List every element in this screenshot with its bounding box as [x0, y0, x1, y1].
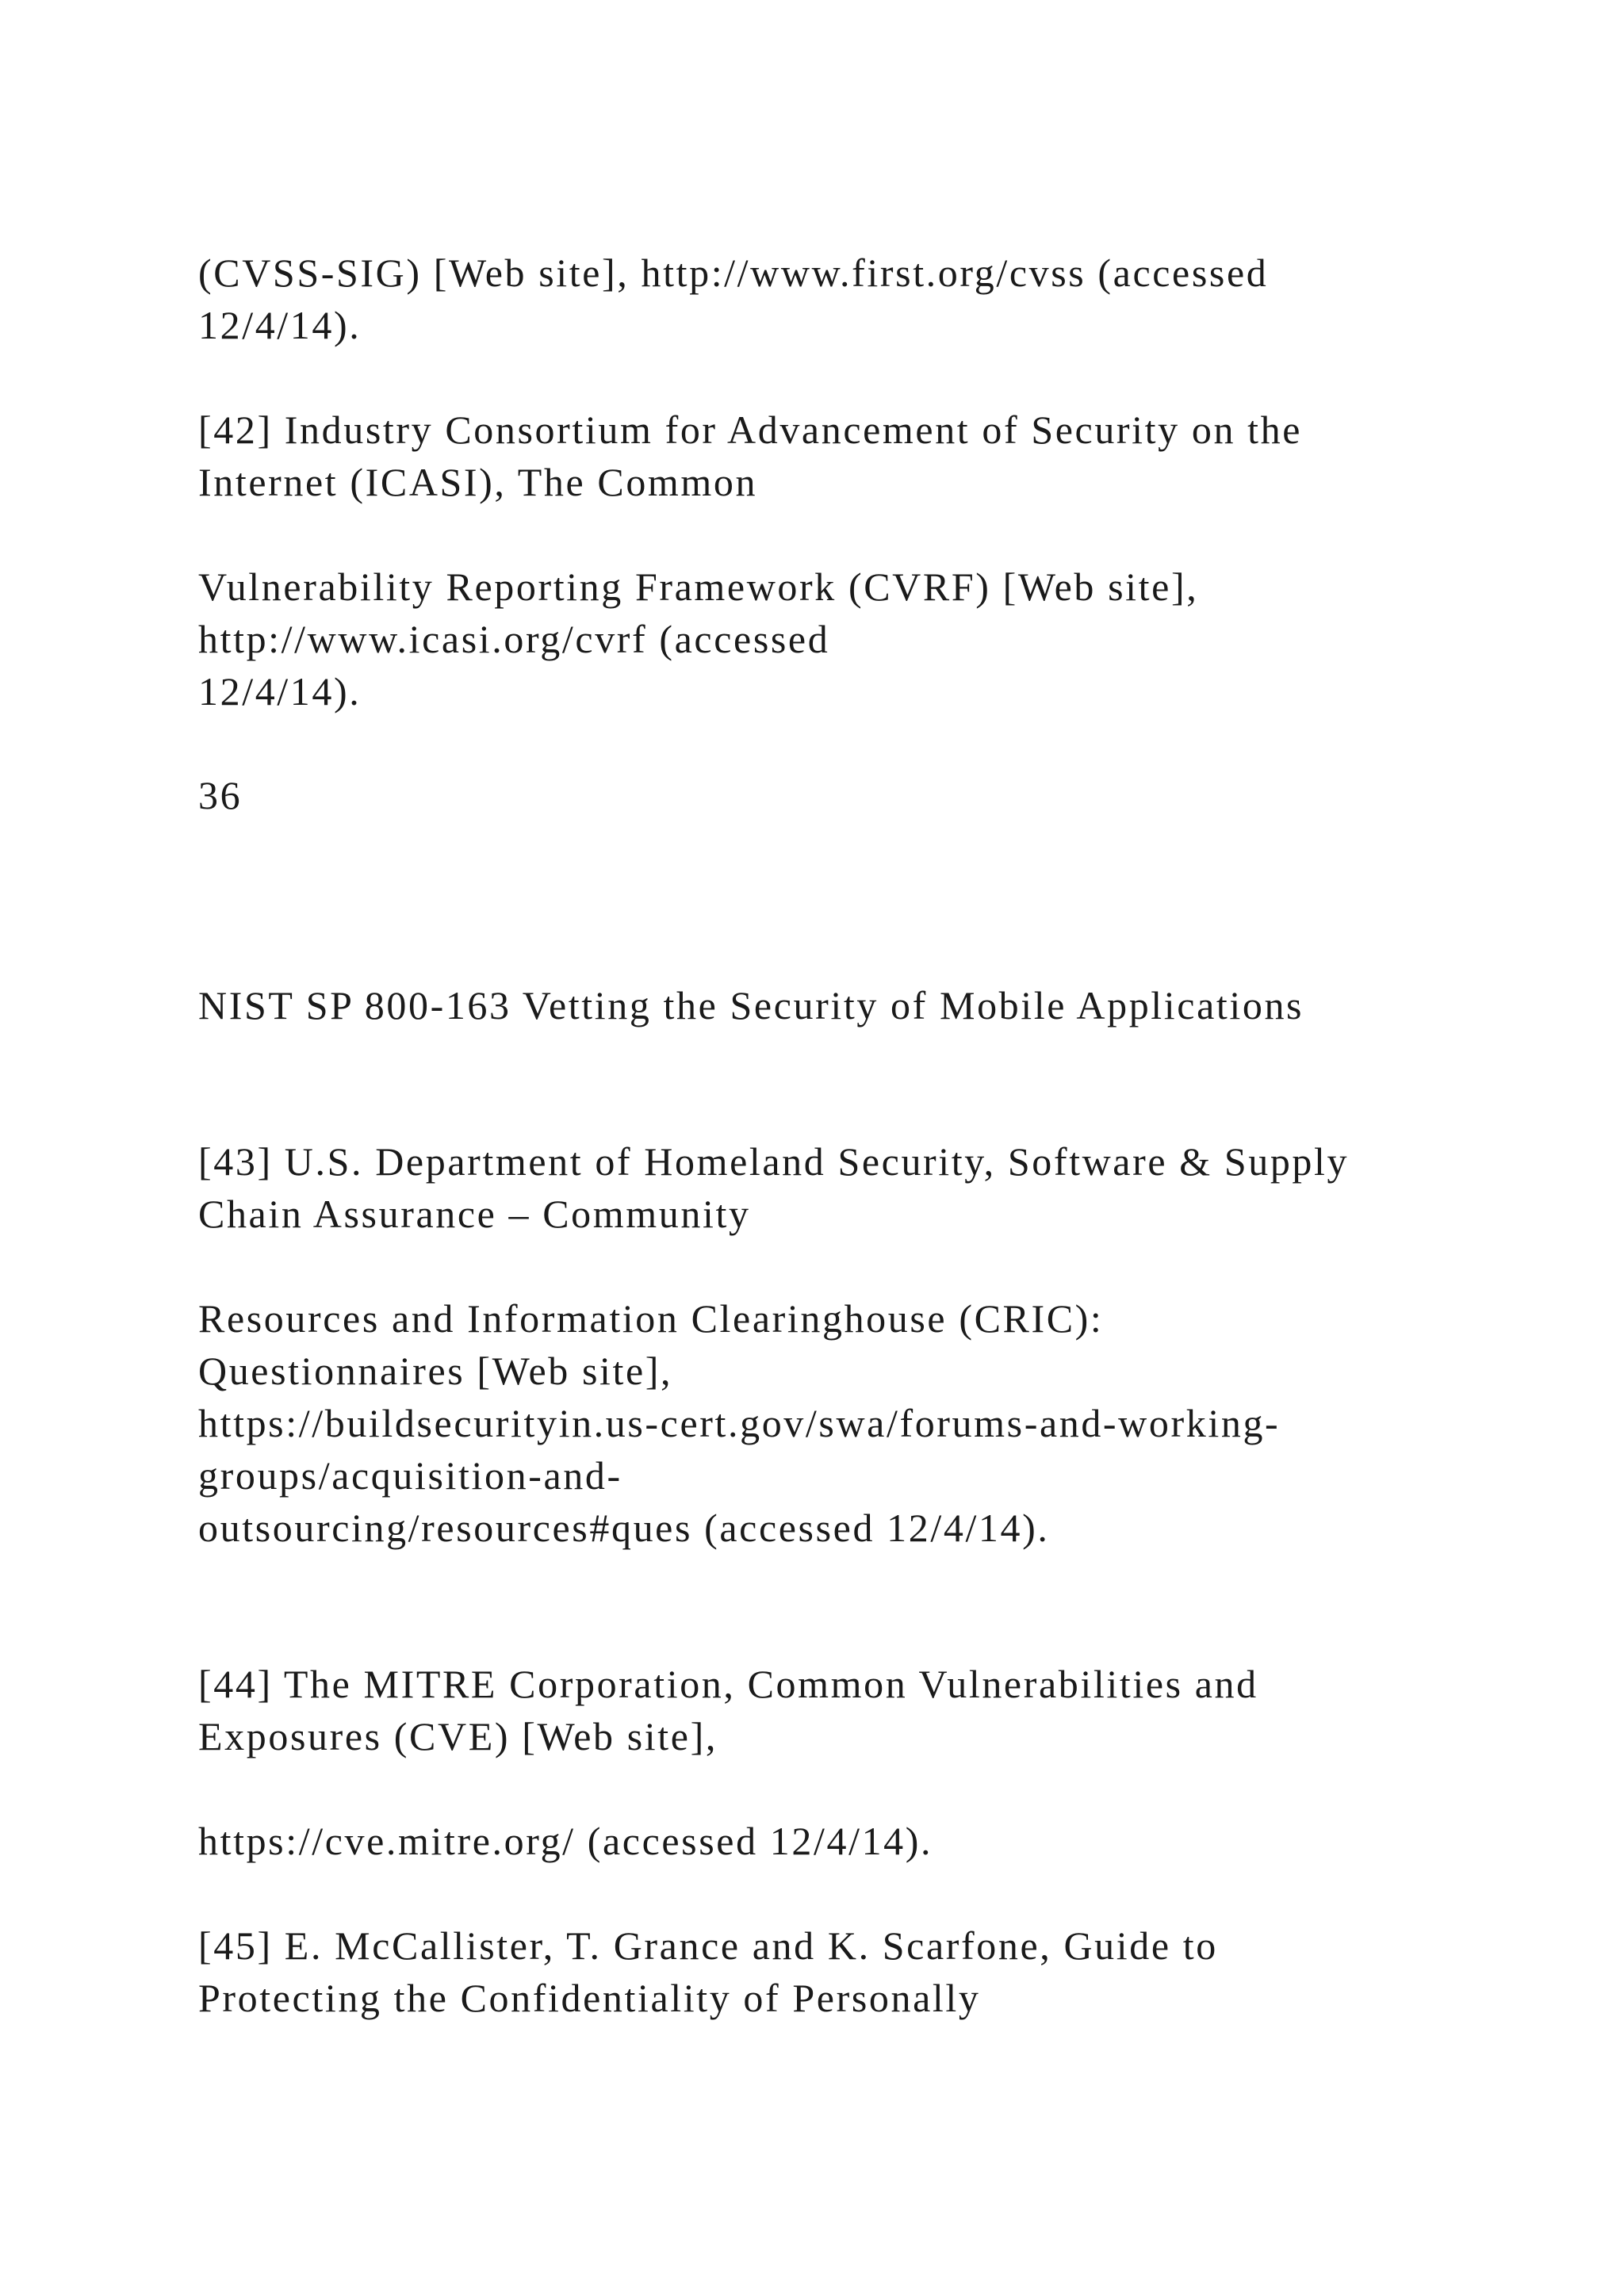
reference-43-line-7: outsourcing/resources#ques (accessed 12/4/14). — [198, 1506, 1050, 1550]
reference-45-line-2: Protecting the Confidentiality of Personally — [198, 1976, 981, 2020]
reference-41-line-2: 12/4/14). — [198, 303, 362, 347]
reference-41-line-1: (CVSS-SIG) [Web site], http://www.first.org/cvss (accessed — [198, 251, 1269, 295]
running-header: NIST SP 800-163 Vetting the Security of Mobile Applications — [198, 983, 1304, 1027]
reference-44-line-3: https://cve.mitre.org/ (accessed 12/4/14). — [198, 1819, 933, 1863]
reference-44-line-1: [44] The MITRE Corporation, Common Vulnerabilities and — [198, 1662, 1258, 1706]
reference-42-line-3: Vulnerability Reporting Framework (CVRF) [Web site], — [198, 564, 1199, 609]
reference-44-line-2: Exposures (CVE) [Web site], — [198, 1714, 718, 1758]
reference-42-line-2: Internet (ICASI), The Common — [198, 460, 758, 504]
reference-43-line-5: https://buildsecurityin.us-cert.gov/swa/forums-and-working- — [198, 1401, 1281, 1445]
reference-43-line-4: Questionnaires [Web site], — [198, 1349, 673, 1393]
reference-43-line-3: Resources and Information Clearinghouse (CRIC): — [198, 1296, 1104, 1341]
reference-42-line-4: http://www.icasi.org/cvrf (accessed — [198, 617, 830, 661]
reference-42-line-5: 12/4/14). — [198, 669, 362, 714]
reference-43-line-2: Chain Assurance – Community — [198, 1192, 751, 1236]
page-number: 36 — [198, 773, 243, 817]
reference-43-line-1: [43] U.S. Department of Homeland Security, Software & Supply — [198, 1139, 1350, 1184]
reference-45-line-1: [45] E. McCallister, T. Grance and K. Scarfone, Guide to — [198, 1923, 1218, 1968]
reference-43-line-6: groups/acquisition-and- — [198, 1453, 622, 1498]
reference-42-line-1: [42] Industry Consortium for Advancement of Security on the — [198, 408, 1303, 452]
